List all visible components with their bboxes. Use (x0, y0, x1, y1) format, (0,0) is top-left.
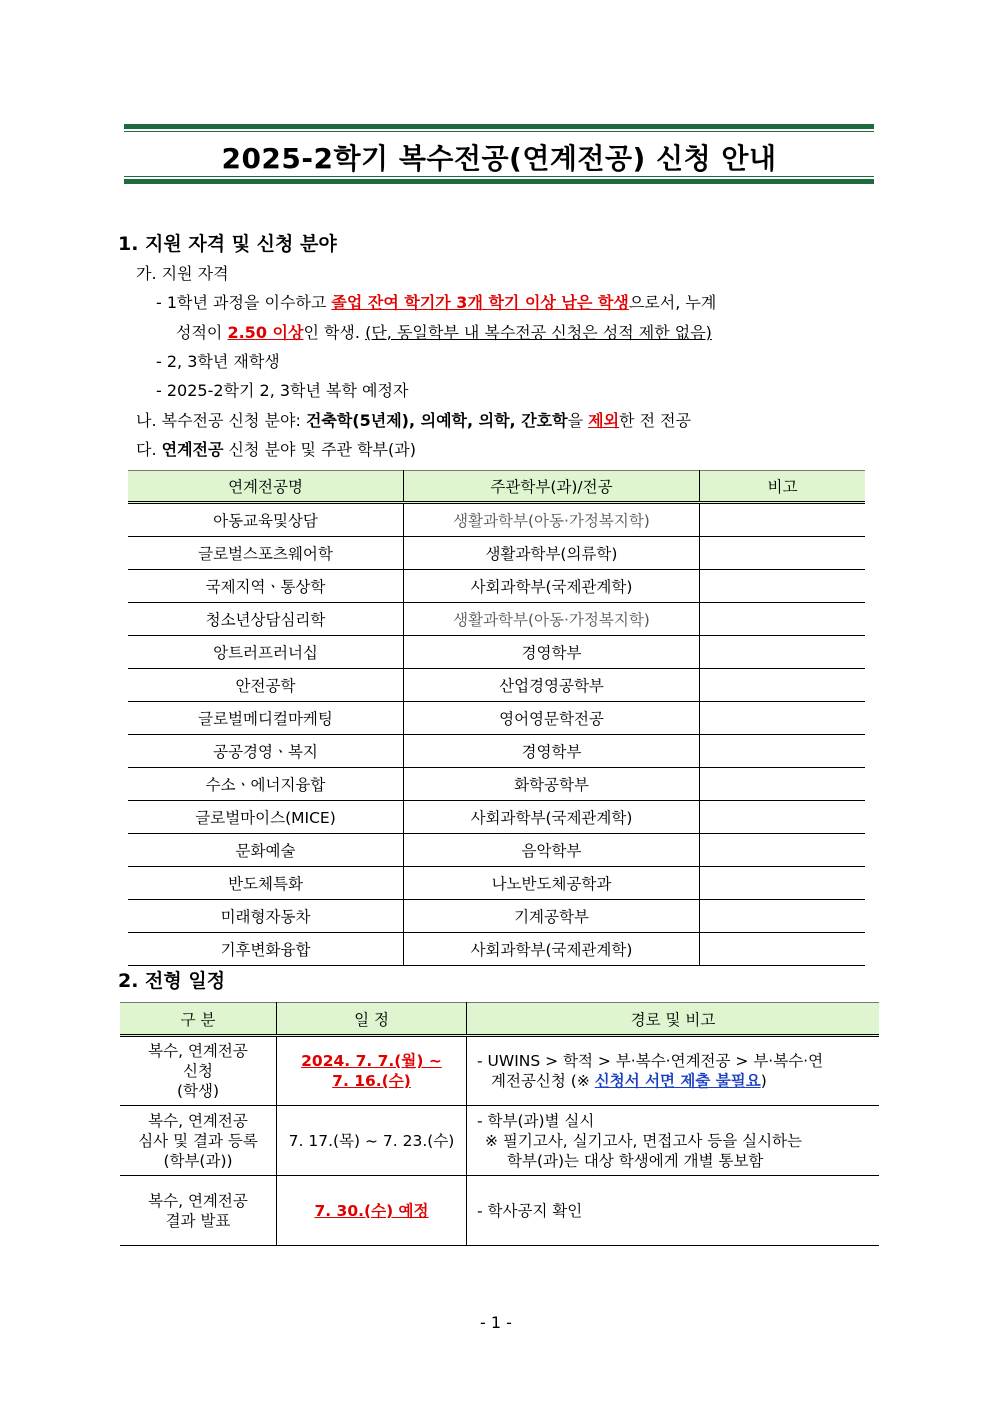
major-name-cell: 국제지역ㆍ통상학 (128, 570, 404, 603)
category-cell (120, 1176, 277, 1246)
col-header-date: 일 정 (277, 1003, 467, 1036)
route-text: ) (760, 1072, 767, 1090)
route-cell (467, 1106, 880, 1176)
table-row (128, 669, 865, 702)
note-cell (700, 768, 866, 801)
table-row (128, 603, 865, 636)
major-name-cell: 미래형자동차 (128, 900, 404, 933)
page-title: 2025-2학기 복수전공(연계전공) 신청 안내 (221, 142, 777, 175)
table-header-row (128, 471, 865, 503)
date-line: 7. 30.(수) 예정 (314, 1201, 429, 1220)
route-line: - UWINS > 학적 > 부·복수·연계전공 > 부·복수·연 (477, 1052, 824, 1070)
col-header-department: 주관학부(과)/전공 (404, 471, 700, 503)
da-text-a: 다. (136, 440, 162, 459)
major-name-cell: 아동교육및상담 (128, 503, 404, 537)
major-name-cell: 글로벌마이스(MICE) (128, 801, 404, 834)
category-line: 복수, 연계전공 (148, 1042, 248, 1060)
category-line: (학부(과)) (163, 1151, 233, 1170)
exclude-highlight: 제외 (588, 411, 620, 430)
section1-heading: 1. 지원 자격 및 신청 분야 (118, 233, 337, 255)
note-cell (700, 669, 866, 702)
no-paper-note: 신청서 서면 제출 불필요 (594, 1072, 761, 1090)
route-cell (467, 1036, 880, 1106)
requirement-1 (156, 290, 716, 313)
table-header-row (120, 1003, 879, 1036)
category-cell (120, 1106, 277, 1176)
excluded-majors: 건축학(5년제), 의예학, 의학, 간호학 (305, 411, 568, 430)
da-text-c: 신청 분야 및 주관 학부(과) (223, 440, 416, 459)
subheading-na (136, 408, 691, 431)
date-cell (277, 1176, 467, 1246)
gpa-highlight: 2.50 이상 (227, 323, 304, 342)
department-cell: 경영학부 (404, 636, 700, 669)
route-line: 학부(과)는 대상 학생에게 개별 통보함 (507, 1151, 764, 1170)
col-header-note: 비고 (700, 471, 866, 503)
na-text-a: 나. 복수전공 신청 분야: (136, 411, 306, 430)
route-line (477, 1071, 878, 1091)
note-cell (700, 570, 866, 603)
department-cell: 사회과학부(국제관계학) (404, 570, 700, 603)
department-cell: 나노반도체공학과 (404, 867, 700, 900)
req1-text-d: 성적이 (176, 323, 228, 342)
date-cell (277, 1036, 467, 1106)
department-cell: 산업경영공학부 (404, 669, 700, 702)
major-name-cell: 앙트러프러너십 (128, 636, 404, 669)
route-text: 계전공신청 (※ (491, 1072, 595, 1090)
major-name-cell: 공공경영ㆍ복지 (128, 735, 404, 768)
category-line: 심사 및 결과 등록 (138, 1131, 258, 1150)
department-cell: 영어영문학전공 (404, 702, 700, 735)
col-header-major: 연계전공명 (128, 471, 404, 503)
major-name-cell: 수소ㆍ에너지융합 (128, 768, 404, 801)
note-cell (700, 636, 866, 669)
table-row (128, 702, 865, 735)
requirement-2: - 2, 3학년 재학생 (156, 352, 280, 371)
category-cell (120, 1036, 277, 1106)
table-row (128, 900, 865, 933)
table-row (128, 735, 865, 768)
major-name-cell: 안전공학 (128, 669, 404, 702)
major-name-cell: 청소년상담심리학 (128, 603, 404, 636)
section2-heading: 2. 전형 일정 (118, 970, 226, 992)
table-row (128, 570, 865, 603)
table-row (128, 768, 865, 801)
note-cell (700, 867, 866, 900)
na-text-e: 한 전 전공 (619, 411, 692, 430)
table-row (128, 801, 865, 834)
note-cell (700, 834, 866, 867)
table-row (120, 1176, 879, 1246)
category-line: 복수, 연계전공 (148, 1111, 248, 1130)
note-cell (700, 702, 866, 735)
note-cell (700, 537, 866, 570)
department-cell: 사회과학부(국제관계학) (404, 801, 700, 834)
department-cell: 기계공학부 (404, 900, 700, 933)
category-line: 결과 발표 (165, 1211, 231, 1230)
department-cell: 사회과학부(국제관계학) (404, 933, 700, 966)
note-cell (700, 735, 866, 768)
req1-highlight: 졸업 잔여 학기가 3개 학기 이상 남은 학생 (331, 293, 629, 312)
req1-note: (단, 동일학부 내 복수전공 신청은 성적 제한 없음) (365, 323, 712, 342)
requirement-1-cont (176, 320, 712, 343)
major-name-cell: 글로벌스포츠웨어학 (128, 537, 404, 570)
subheading-ga: 가. 지원 자격 (136, 264, 229, 283)
note-cell (700, 503, 866, 537)
col-header-route: 경로 및 비고 (467, 1003, 880, 1036)
req1-text-f: 인 학생. (303, 323, 366, 342)
department-cell: 생활과학부(의류학) (404, 537, 700, 570)
category-line: 복수, 연계전공 (148, 1191, 248, 1210)
table-row (120, 1106, 879, 1176)
date-line: 7. 16.(수) (332, 1072, 411, 1090)
subheading-da (136, 437, 416, 460)
department-cell: 생활과학부(아동·가정복지학) (404, 503, 700, 537)
route-cell (467, 1176, 880, 1246)
department-cell: 생활과학부(아동·가정복지학) (404, 603, 700, 636)
title-box (124, 124, 874, 184)
page-number: - 1 - (480, 1313, 512, 1332)
major-name-cell: 반도체특화 (128, 867, 404, 900)
table-row (120, 1036, 879, 1106)
date-cell: 7. 17.(목) ~ 7. 23.(수) (277, 1106, 467, 1176)
table-row (128, 537, 865, 570)
table-row (128, 834, 865, 867)
route-line: - 학사공지 확인 (477, 1201, 583, 1220)
table-row (128, 867, 865, 900)
col-header-category: 구 분 (120, 1003, 277, 1036)
majors-table (128, 470, 865, 966)
note-cell (700, 801, 866, 834)
note-cell (700, 603, 866, 636)
major-name-cell: 글로벌메디컬마케팅 (128, 702, 404, 735)
category-line: 신청 (183, 1062, 213, 1080)
major-name-cell: 문화예술 (128, 834, 404, 867)
department-cell: 화학공학부 (404, 768, 700, 801)
req1-text-a: - 1학년 과정을 이수하고 (156, 293, 332, 312)
req1-text-c: 으로서, 누계 (628, 293, 717, 312)
route-line: - 학부(과)별 실시 (477, 1111, 595, 1130)
note-cell (700, 933, 866, 966)
department-cell: 음악학부 (404, 834, 700, 867)
date-line: 2024. 7. 7.(월) ~ (301, 1052, 442, 1070)
department-cell: 경영학부 (404, 735, 700, 768)
requirement-3: - 2025-2학기 2, 3학년 복학 예정자 (156, 381, 409, 400)
table-row (128, 503, 865, 537)
da-bold: 연계전공 (161, 440, 224, 459)
table-row (128, 933, 865, 966)
schedule-table (120, 1002, 879, 1246)
major-name-cell: 기후변화융합 (128, 933, 404, 966)
note-cell (700, 900, 866, 933)
table-row (128, 636, 865, 669)
na-text-c: 을 (567, 411, 589, 430)
route-line: ※ 필기고사, 실기고사, 면접고사 등을 실시하는 (485, 1131, 802, 1150)
category-line: (학생) (176, 1082, 220, 1100)
